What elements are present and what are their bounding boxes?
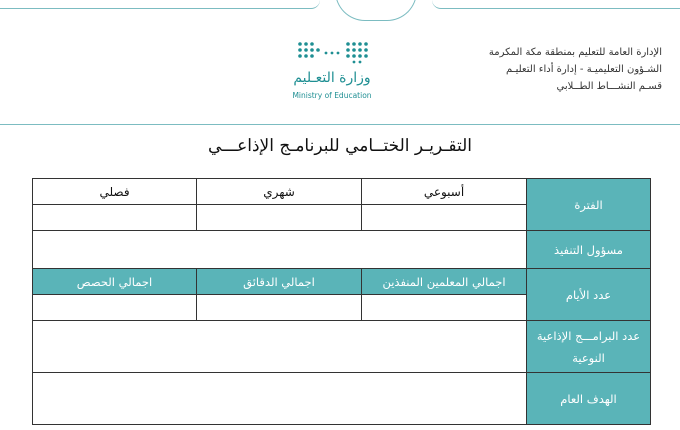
logo-arabic-text: وزارة التعـليم	[293, 70, 371, 86]
total-classes-cell[interactable]	[33, 295, 197, 321]
period-weekly-cell[interactable]	[362, 205, 527, 231]
period-option-weekly: أسبوعي	[362, 179, 527, 205]
goal-label: الهدف العام	[527, 373, 651, 425]
programs-label: عدد البرامـــج الإذاعية النوعية	[527, 321, 651, 373]
period-option-monthly: شهري	[197, 179, 362, 205]
org-line-2: الشـؤون التعليميـة - إدارة أداء التعليـم	[506, 64, 662, 75]
total-teachers-cell[interactable]	[362, 295, 527, 321]
implementer-label: مسؤول التنفيذ	[527, 231, 651, 269]
logo-dots-icon	[292, 40, 372, 64]
days-label: عدد الأيام	[527, 269, 651, 321]
organization-header	[412, 44, 662, 95]
goal-cell[interactable]	[33, 373, 527, 425]
period-monthly-cell[interactable]	[197, 205, 362, 231]
period-option-semester: فصلي	[33, 179, 197, 205]
org-line-1: الإدارة العامة للتعليم بمنطقة مكة المكرمة	[488, 47, 662, 58]
total-classes-header: اجمالي الحصص	[33, 269, 197, 295]
implementer-cell[interactable]	[33, 231, 527, 269]
top-border-right	[432, 0, 680, 9]
ministry-logo	[282, 40, 382, 106]
page-title: التقـريـر الختــامي للبرنامـج الإذاعـــي	[208, 136, 472, 156]
top-border-arc	[335, 0, 417, 21]
logo-english-text: Ministry of Education	[292, 91, 372, 100]
total-minutes-header: اجمالي الدقائق	[197, 269, 362, 295]
total-minutes-cell[interactable]	[197, 295, 362, 321]
period-semester-cell[interactable]	[33, 205, 197, 231]
header-divider	[0, 124, 680, 125]
top-border-left	[0, 0, 320, 9]
total-teachers-header: اجمالي المعلمين المنفذين	[362, 269, 527, 295]
org-line-3: قسـم النشـــاط الطــلابي	[556, 81, 662, 92]
report-table	[32, 178, 651, 425]
programs-cell[interactable]	[33, 321, 527, 373]
period-label: الفترة	[527, 179, 651, 231]
